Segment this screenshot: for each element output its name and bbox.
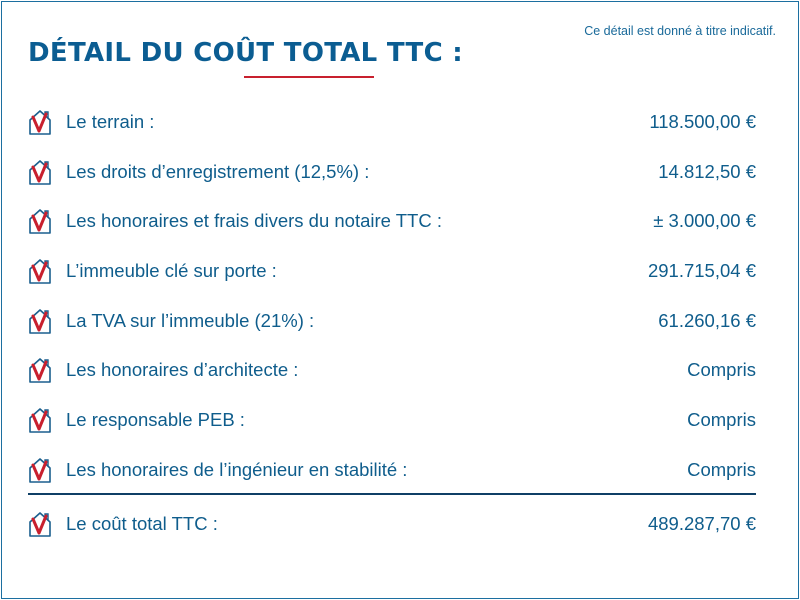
house-check-icon [26, 355, 56, 385]
cost-value: 61.260,16 € [658, 309, 756, 331]
cost-value: Compris [687, 408, 756, 430]
total-label: Le coût total TTC : [66, 512, 218, 534]
cost-label: Les honoraires d’architecte : [66, 359, 299, 381]
cost-value: Compris [687, 458, 756, 480]
cost-label: Le responsable PEB : [66, 408, 245, 430]
page-title: DÉTAIL DU COÛT TOTAL TTC : [28, 38, 463, 68]
house-check-icon [26, 455, 56, 485]
cost-value: Compris [687, 359, 756, 381]
cost-row-architecte [26, 345, 756, 395]
house-check-icon [26, 157, 56, 187]
total-value: 489.287,70 € [647, 512, 756, 534]
total-divider [28, 493, 756, 495]
cost-row-droits [26, 147, 756, 197]
cost-label: Les honoraires et frais divers du notaire TTC : [66, 210, 442, 232]
house-check-icon [26, 206, 56, 236]
cost-row-ingenieur [26, 445, 756, 495]
disclaimer-note: Ce détail est donné à titre indicatif. [584, 24, 776, 38]
cost-row-notaire [26, 196, 756, 246]
house-check-icon [26, 509, 56, 539]
house-check-icon [26, 256, 56, 286]
cost-label: Les honoraires de l’ingénieur en stabilité : [66, 458, 408, 480]
house-check-icon [26, 107, 56, 137]
cost-label: Le terrain : [66, 110, 155, 132]
cost-row-peb [26, 395, 756, 445]
cost-value: ± 3.000,00 € [653, 210, 756, 232]
total-row [26, 499, 756, 548]
cost-label: L’immeuble clé sur porte : [66, 259, 277, 281]
cost-row-immeuble [26, 246, 756, 296]
cost-list [26, 97, 756, 495]
cost-value: 291.715,04 € [647, 259, 756, 281]
cost-row-terrain [26, 97, 756, 147]
cost-label: Les droits d’enregistrement (12,5%) : [66, 160, 370, 182]
cost-value: 14.812,50 € [658, 160, 756, 182]
cost-value: 118.500,00 € [649, 110, 756, 132]
house-check-icon [26, 405, 56, 435]
cost-label: La TVA sur l’immeuble (21%) : [66, 309, 315, 331]
cost-row-tva [26, 296, 756, 346]
title-underline [244, 76, 374, 78]
house-check-icon [26, 306, 56, 336]
